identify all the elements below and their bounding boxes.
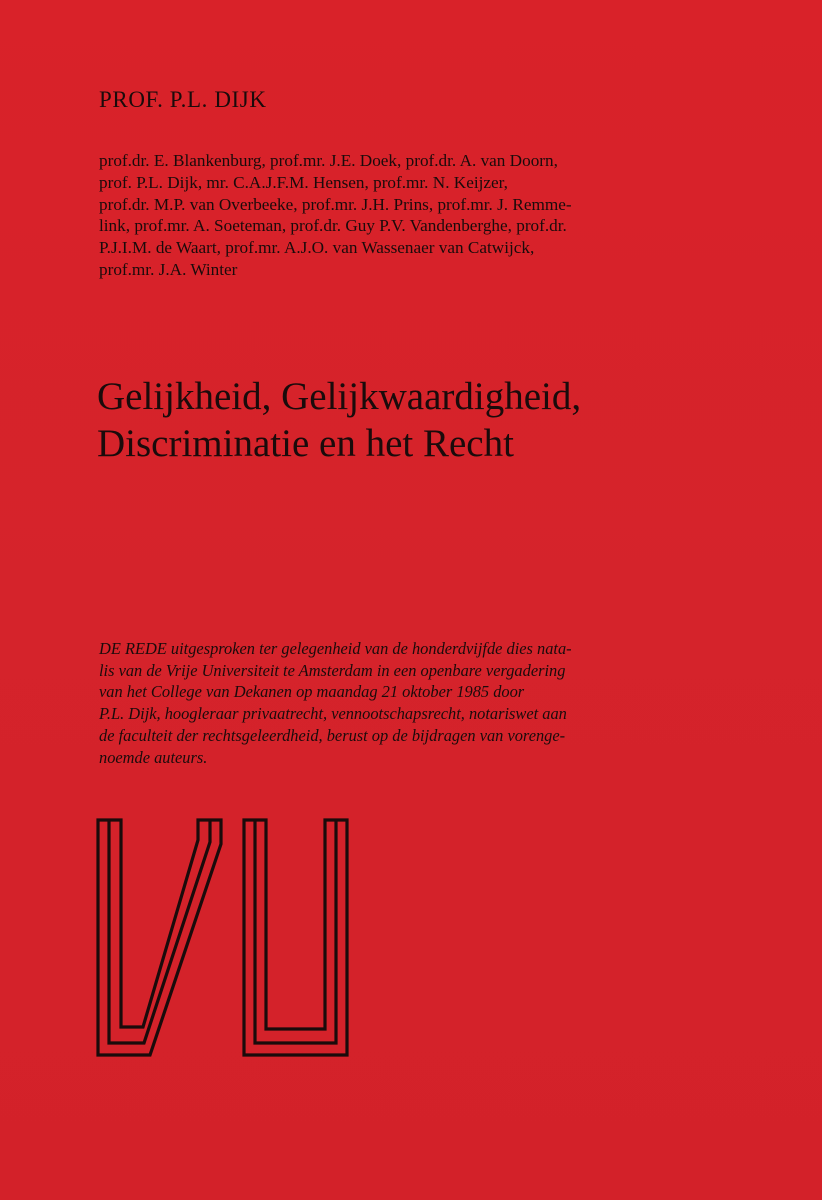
speech-line: noemde auteurs. (99, 747, 208, 767)
title-line: Discriminatie en het Recht (97, 422, 514, 465)
contributors-line: prof.mr. J.A. Winter (99, 259, 238, 279)
speech-line: DE REDE uitgesproken ter gelegenheid van de honderdvijfde dies nata- (99, 639, 572, 658)
contributors-line: prof.dr. E. Blankenburg, prof.mr. J.E. Doek, prof.dr. A. van Doorn, (99, 151, 558, 170)
vu-logo-u-outer (244, 820, 347, 1055)
speech-line: lis van de Vrije Universiteit te Amsterdam in een openbare vergadering (99, 660, 566, 680)
book-title (97, 373, 581, 467)
vu-logo-v-outer (98, 820, 221, 1055)
speech-line: van het College van Dekanen op maandag 21 oktober 1985 door (99, 682, 525, 702)
contributors-line: prof. P.L. Dijk, mr. C.A.J.F.M. Hensen, prof.mr. N. Keijzer, (99, 172, 508, 192)
contributors-line: P.J.I.M. de Waart, prof.mr. A.J.O. van Wassenaer van Catwijck, (99, 238, 535, 258)
contributors-line: prof.dr. M.P. van Overbeeke, prof.mr. J.H. Prins, prof.mr. J. Remme- (99, 194, 572, 214)
vu-logo (94, 817, 354, 1062)
speech-description (99, 638, 674, 768)
contributors-list (99, 150, 674, 281)
contributors-line: link, prof.mr. A. Soeteman, prof.dr. Guy P.V. Vandenberghe, prof.dr. (99, 216, 567, 236)
speech-line: P.L. Dijk, hoogleraar privaatrecht, vennootschapsrecht, notariswet aan (99, 704, 567, 724)
speech-line: de faculteit der rechtsgeleerdheid, berust op de bijdragen van vorenge- (99, 725, 566, 745)
title-line: Gelijkheid, Gelijkwaardigheid, (97, 375, 582, 418)
author-name: PROF. P.L. DIJK (99, 87, 267, 112)
